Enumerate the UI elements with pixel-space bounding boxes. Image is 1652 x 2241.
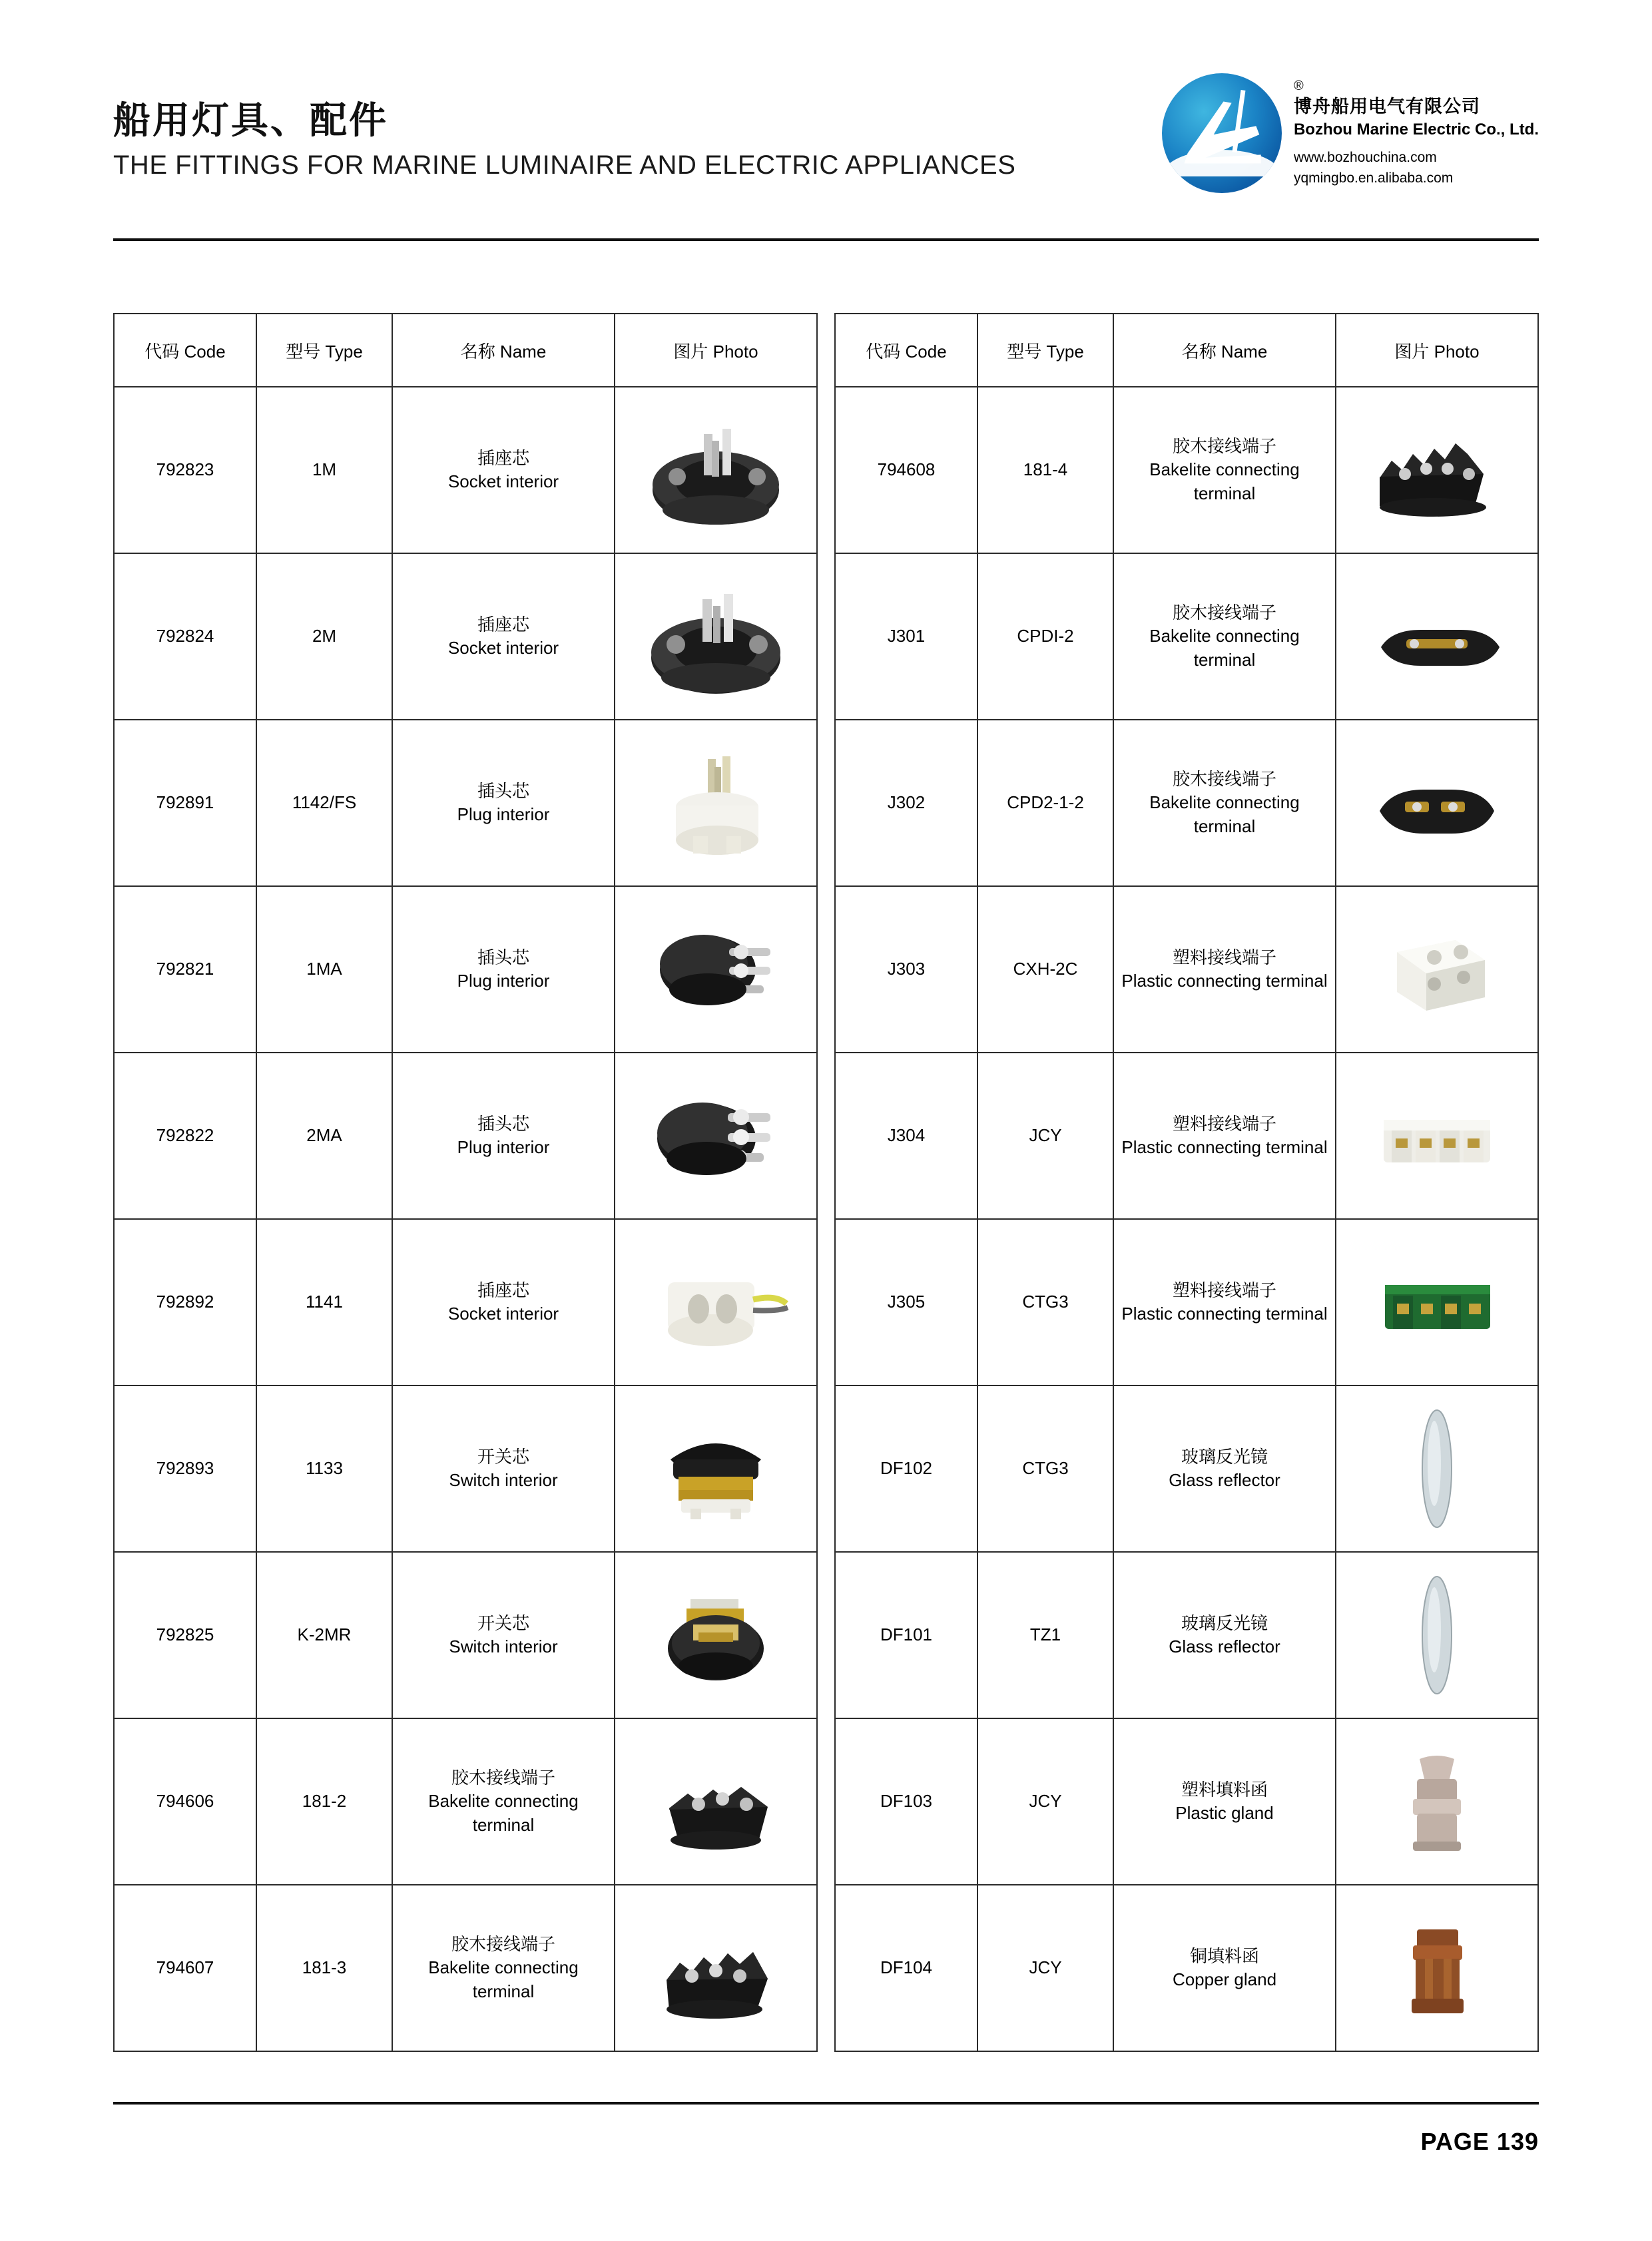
glass-reflector-photo — [1340, 1562, 1533, 1708]
cell-name: 胶木接线端子 Bakelite connecting terminal — [1113, 387, 1336, 553]
cell-photo — [1336, 1053, 1538, 1219]
cell-photo — [615, 553, 817, 720]
cell-code: 792824 — [114, 553, 256, 720]
cell-code: 792892 — [114, 1219, 256, 1385]
company-name-chinese: 博舟船用电气有限公司 — [1293, 96, 1480, 117]
table-header-row — [114, 314, 817, 387]
cell-code: 794608 — [835, 387, 977, 553]
cell-code: J305 — [835, 1219, 977, 1385]
cell-code: DF102 — [835, 1385, 977, 1552]
cell-name: 胶木接线端子 Bakelite connecting terminal — [1113, 720, 1336, 886]
cell-type: CTG3 — [977, 1385, 1113, 1552]
cell-name: 塑料接线端子 Plastic connecting terminal — [1113, 1219, 1336, 1385]
table-header-row — [835, 314, 1538, 387]
cell-code: J304 — [835, 1053, 977, 1219]
column-header-photo: 图片 Photo — [1336, 314, 1538, 387]
company-alibaba-page[interactable]: yqmingbo.en.alibaba.com — [1293, 170, 1454, 186]
company-logo — [1162, 73, 1539, 193]
cell-code: 792825 — [114, 1552, 256, 1718]
cell-type: 181-4 — [977, 387, 1113, 553]
cell-name: 铜填料函 Copper gland — [1113, 1885, 1336, 2051]
cell-photo — [1336, 553, 1538, 720]
column-header-name: 名称 Name — [1113, 314, 1336, 387]
column-header-code: 代码 Code — [835, 314, 977, 387]
column-header-type: 型号 Type — [256, 314, 392, 387]
socket-interior-black-photo — [619, 397, 812, 543]
cell-name: 插头芯 Plug interior — [392, 720, 615, 886]
cell-photo — [1336, 1718, 1538, 1885]
cell-photo — [1336, 720, 1538, 886]
cell-type: CTG3 — [977, 1219, 1113, 1385]
table-row — [835, 886, 1538, 1053]
column-header-type: 型号 Type — [977, 314, 1113, 387]
plug-interior-black-photo — [619, 1063, 812, 1209]
cell-photo — [615, 1885, 817, 2051]
table-row — [114, 1885, 817, 2051]
cell-name: 塑料接线端子 Plastic connecting terminal — [1113, 1053, 1336, 1219]
cell-code: 794606 — [114, 1718, 256, 1885]
bakelite-terminal-2-photo — [619, 1728, 812, 1875]
cell-name: 插头芯 Plug interior — [392, 886, 615, 1053]
product-tables — [113, 313, 1539, 2052]
cell-type: CPD2-1-2 — [977, 720, 1113, 886]
cell-code: 792823 — [114, 387, 256, 553]
switch-interior-black-photo — [619, 1395, 812, 1542]
cell-photo — [615, 1053, 817, 1219]
cell-code: 794607 — [114, 1885, 256, 2051]
cell-photo — [1336, 1219, 1538, 1385]
company-info — [1294, 78, 1539, 189]
table-row — [114, 1219, 817, 1385]
socket-interior-black-photo — [619, 563, 812, 710]
left-product-table — [113, 313, 818, 2052]
table-row — [114, 886, 817, 1053]
plastic-terminal-white-photo — [1340, 1063, 1533, 1209]
cell-name: 玻璃反光镜 Glass reflector — [1113, 1385, 1336, 1552]
table-row — [835, 553, 1538, 720]
bakelite-strip-2-photo — [1340, 563, 1533, 710]
socket-interior-white-photo — [619, 1229, 812, 1375]
cell-name: 开关芯 Switch interior — [392, 1385, 615, 1552]
cell-photo — [615, 387, 817, 553]
cell-code: 792822 — [114, 1053, 256, 1219]
table-row — [835, 1885, 1538, 2051]
cell-code: 792893 — [114, 1385, 256, 1552]
cell-name: 插座芯 Socket interior — [392, 1219, 615, 1385]
table-row — [835, 1385, 1538, 1552]
cell-name: 插座芯 Socket interior — [392, 553, 615, 720]
table-row — [114, 387, 817, 553]
company-website[interactable]: www.bozhouchina.com — [1293, 150, 1437, 166]
cell-photo — [615, 1718, 817, 1885]
cell-name: 插座芯 Socket interior — [392, 387, 615, 553]
cell-photo — [1336, 1385, 1538, 1552]
table-row — [835, 1552, 1538, 1718]
company-name-english: Bozhou Marine Electric Co., Ltd. — [1293, 121, 1539, 139]
switch-interior-round-photo — [619, 1562, 812, 1708]
bakelite-strip-round-photo — [1340, 730, 1533, 876]
cell-code: J301 — [835, 553, 977, 720]
ship-logo-icon — [1162, 73, 1282, 193]
page-header — [113, 73, 1539, 226]
table-row — [835, 1053, 1538, 1219]
column-header-photo: 图片 Photo — [615, 314, 817, 387]
cell-type: K-2MR — [256, 1552, 392, 1718]
table-row — [835, 720, 1538, 886]
cell-code: DF101 — [835, 1552, 977, 1718]
title-english: THE FITTINGS FOR MARINE LUMINAIRE AND ELECTRIC APPLIANCES — [113, 150, 1016, 180]
column-header-code: 代码 Code — [114, 314, 256, 387]
cell-photo — [615, 1552, 817, 1718]
cell-photo — [615, 886, 817, 1053]
cell-type: 2M — [256, 553, 392, 720]
cell-type: 1141 — [256, 1219, 392, 1385]
table-row — [835, 1219, 1538, 1385]
cell-type: 1133 — [256, 1385, 392, 1552]
cell-photo — [1336, 1552, 1538, 1718]
cell-code: J302 — [835, 720, 977, 886]
cell-name: 插头芯 Plug interior — [392, 1053, 615, 1219]
header-divider — [113, 238, 1539, 241]
cell-photo — [615, 1219, 817, 1385]
cell-name: 胶木接线端子 Bakelite connecting terminal — [1113, 553, 1336, 720]
cell-name: 塑料接线端子 Plastic connecting terminal — [1113, 886, 1336, 1053]
registered-mark: ® — [1293, 78, 1304, 93]
cell-name: 塑料填料函 Plastic gland — [1113, 1718, 1336, 1885]
cell-type: JCY — [977, 1053, 1113, 1219]
title-chinese: 船用灯具、配件 — [113, 99, 388, 141]
cell-name: 玻璃反光镜 Glass reflector — [1113, 1552, 1336, 1718]
table-row — [114, 1552, 817, 1718]
cell-type: TZ1 — [977, 1552, 1113, 1718]
cell-type: 181-3 — [256, 1885, 392, 2051]
table-row — [114, 720, 817, 886]
table-row — [114, 553, 817, 720]
bakelite-terminal-4-photo — [1340, 397, 1533, 543]
table-row — [114, 1053, 817, 1219]
cell-type: 1142/FS — [256, 720, 392, 886]
cell-code: DF104 — [835, 1885, 977, 2051]
cell-name: 胶木接线端子 Bakelite connecting terminal — [392, 1885, 615, 2051]
copper-gland-photo — [1340, 1895, 1533, 2041]
glass-reflector-photo — [1340, 1395, 1533, 1542]
cell-code: 792891 — [114, 720, 256, 886]
cell-type: CPDI-2 — [977, 553, 1113, 720]
cell-name: 开关芯 Switch interior — [392, 1552, 615, 1718]
cell-photo — [615, 1385, 817, 1552]
cell-code: 792821 — [114, 886, 256, 1053]
cell-photo — [1336, 387, 1538, 553]
table-row — [835, 387, 1538, 553]
plug-interior-white-photo — [619, 730, 812, 876]
page-number: PAGE 139 — [1420, 2128, 1539, 2155]
table-row — [114, 1718, 817, 1885]
plastic-block-white-photo — [1340, 896, 1533, 1043]
plug-interior-black-photo — [619, 896, 812, 1043]
bakelite-terminal-3-photo — [619, 1895, 812, 2041]
page-title — [113, 100, 1015, 180]
cell-type: 2MA — [256, 1053, 392, 1219]
right-product-table — [834, 313, 1539, 2052]
cell-type: 1MA — [256, 886, 392, 1053]
cell-code: J303 — [835, 886, 977, 1053]
cell-code: DF103 — [835, 1718, 977, 1885]
cell-type: JCY — [977, 1718, 1113, 1885]
column-header-name: 名称 Name — [392, 314, 615, 387]
cell-type: JCY — [977, 1885, 1113, 2051]
cell-type: 181-2 — [256, 1718, 392, 1885]
cell-type: CXH-2C — [977, 886, 1113, 1053]
cell-type: 1M — [256, 387, 392, 553]
plastic-terminal-green-photo — [1340, 1229, 1533, 1375]
plastic-gland-photo — [1340, 1728, 1533, 1875]
footer-divider — [113, 2102, 1539, 2105]
table-row — [835, 1718, 1538, 1885]
table-row — [114, 1385, 817, 1552]
cell-photo — [1336, 886, 1538, 1053]
cell-photo — [1336, 1885, 1538, 2051]
cell-name: 胶木接线端子 Bakelite connecting terminal — [392, 1718, 615, 1885]
cell-photo — [615, 720, 817, 886]
